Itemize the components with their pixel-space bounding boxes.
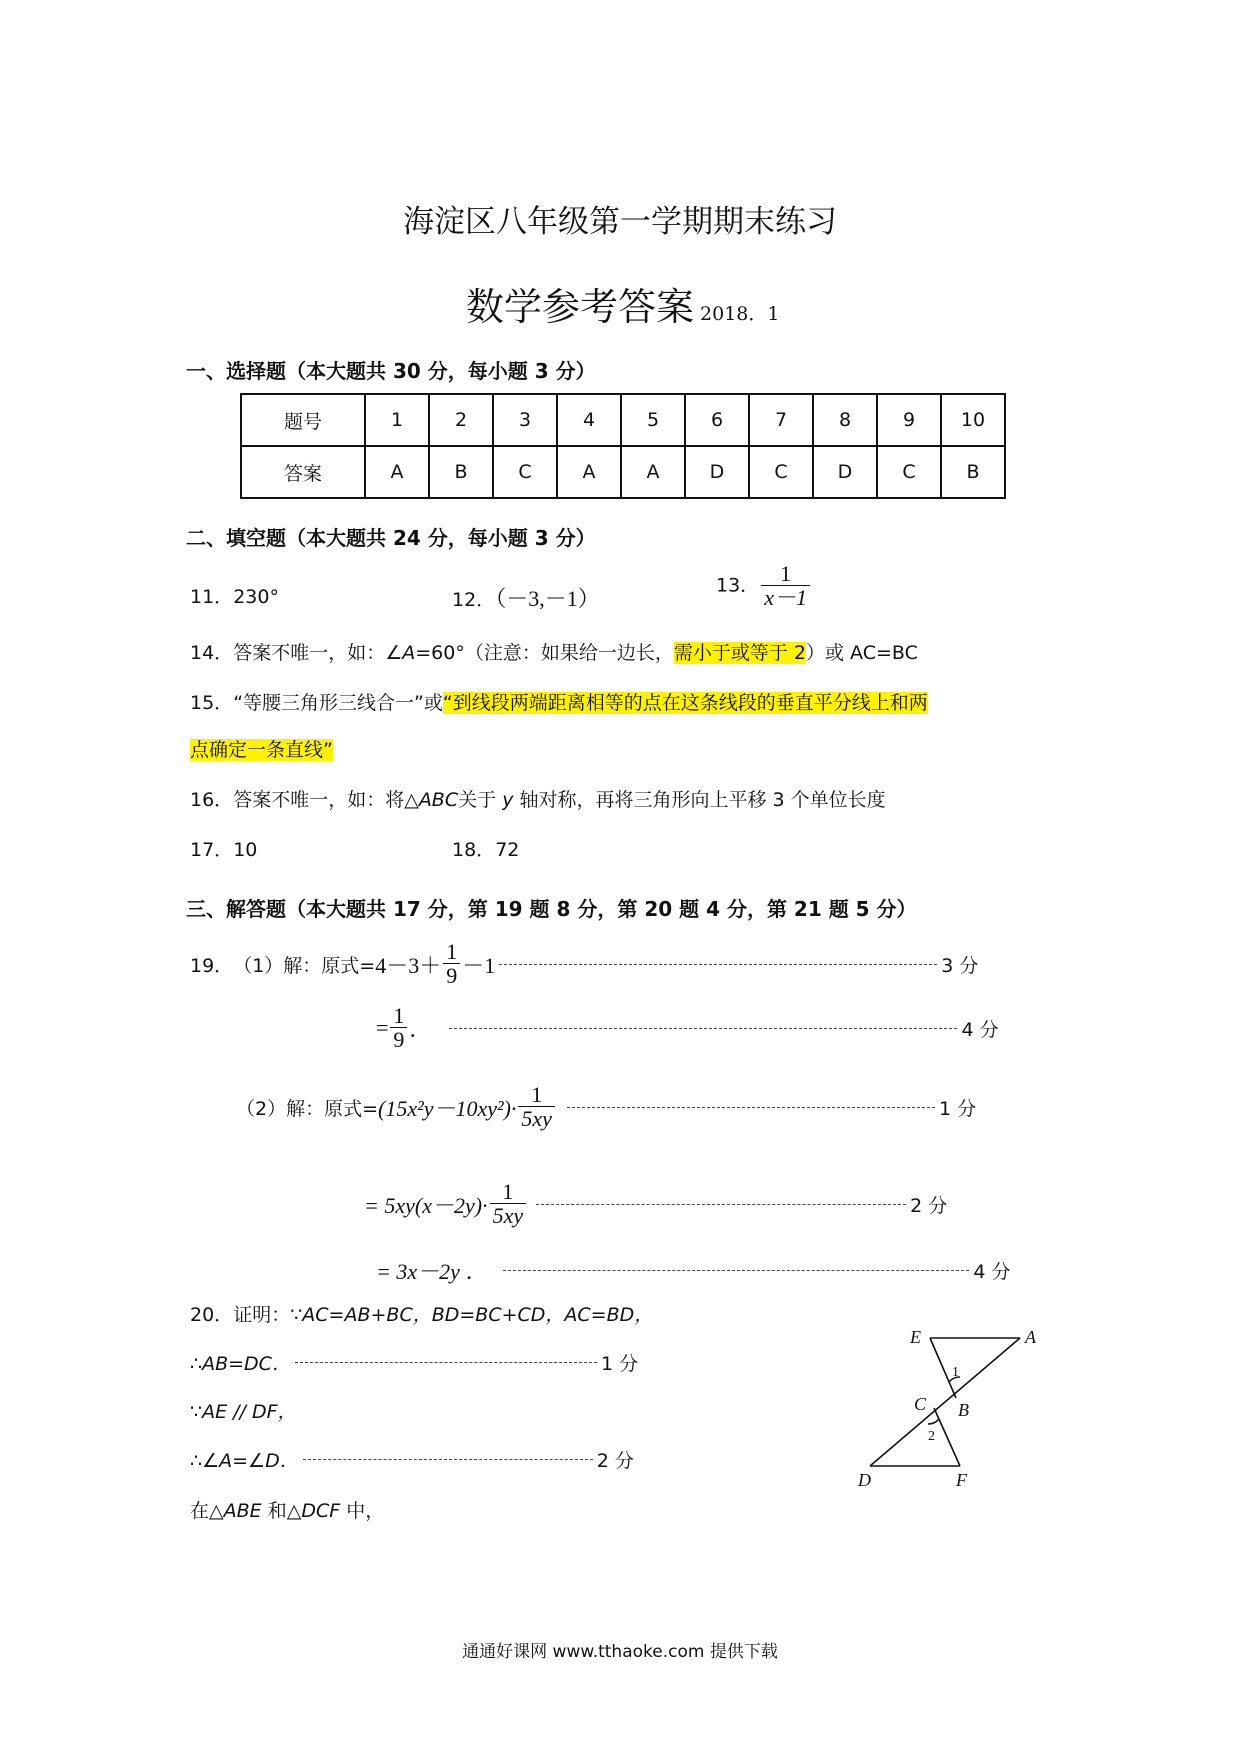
math: －1: [462, 952, 496, 978]
text: =60°（注意：如果给一边长，: [415, 642, 674, 664]
label-d: D: [858, 1470, 871, 1488]
table-cell: C: [749, 446, 813, 498]
segment-ad: [870, 1338, 1020, 1466]
score: 2 分: [910, 1194, 948, 1217]
segment-cf: [934, 1408, 960, 1466]
math: =: [376, 1015, 389, 1040]
answer-q12: [452, 582, 600, 613]
text: ∵AE // DF，: [190, 1401, 297, 1423]
q20-line1: [190, 1300, 653, 1327]
table-cell: D: [685, 446, 749, 498]
numerator: 1: [780, 561, 792, 586]
angle-2-arc: [928, 1419, 939, 1424]
math: = 3x－2y ．: [376, 1258, 488, 1284]
text: （1）解：原式=: [233, 954, 376, 977]
text: （2）解：原式=: [236, 1097, 379, 1120]
row-label-answer: 答案: [241, 446, 365, 498]
score: 1 分: [600, 1353, 639, 1375]
q20-line4: [190, 1446, 634, 1473]
score: 3 分: [941, 954, 979, 977]
triangle-figure: [848, 1318, 1048, 1488]
math: ．: [409, 1016, 432, 1042]
score-leader: [295, 1362, 597, 1363]
score-leader: [536, 1204, 906, 1205]
text: DCF: [301, 1500, 341, 1522]
question-number: 12．: [452, 589, 496, 611]
table-cell: 9: [877, 394, 941, 446]
score-leader: [567, 1107, 935, 1108]
answer-q13: [716, 562, 812, 610]
footer-text: 通通好课网 www.tthaoke.com 提供下载: [462, 1642, 778, 1662]
table-row-answers: [241, 446, 1005, 498]
table-cell: 5: [621, 394, 685, 446]
question-number: 13．: [716, 574, 760, 597]
highlighted-text: 点确定一条直线”: [190, 739, 333, 761]
answer-q14: [190, 638, 918, 665]
math: 4－3＋: [375, 952, 442, 978]
denominator: 5xy: [490, 1203, 527, 1228]
label-angle-2: 2: [928, 1429, 935, 1444]
highlighted-text: “到线段两端距离相等的点在这条线段的垂直平分线上和两: [442, 692, 928, 714]
score-leader: [303, 1459, 593, 1460]
fraction: [490, 1180, 527, 1228]
fraction: [761, 562, 810, 610]
text: ABC: [418, 789, 459, 811]
text: 在△: [190, 1500, 224, 1522]
q20-line5: [190, 1496, 384, 1523]
table-cell: 8: [813, 394, 877, 446]
score: 4 分: [961, 1018, 999, 1041]
q19-part2-step2: [364, 1172, 947, 1236]
answer-value: （－3,－1）: [495, 586, 600, 611]
answer-q15-cont: [190, 735, 333, 762]
numerator: 1: [446, 938, 458, 964]
document-title: 海淀区八年级第一学期期末练习: [403, 204, 837, 240]
section3-heading: 三、解答题（本大题共 17 分，第 19 题 8 分，第 20 题 4 分，第 21 题 5 分）: [186, 897, 917, 921]
score-leader: [449, 1028, 957, 1029]
text: ∴AB=DC．: [190, 1353, 291, 1375]
fraction: [518, 1083, 555, 1131]
question-number: 11．: [190, 586, 234, 608]
denominator: 5xy: [518, 1106, 555, 1131]
answer-value: 72: [495, 839, 520, 861]
table-cell: A: [365, 446, 429, 498]
highlighted-text: 需小于或等于 2: [673, 642, 806, 664]
table-row-numbers: [241, 394, 1005, 446]
label-c: C: [914, 1394, 927, 1414]
question-number: 17．: [190, 839, 234, 861]
table-cell: 4: [557, 394, 621, 446]
answer-q11: [190, 582, 279, 609]
table-cell: 1: [365, 394, 429, 446]
table-cell: C: [877, 446, 941, 498]
denominator: x－1: [761, 585, 810, 610]
table-cell: 2: [429, 394, 493, 446]
score: 4 分: [973, 1260, 1011, 1283]
question-number: 19．: [190, 954, 234, 977]
q19-part2-step3: [376, 1252, 1011, 1288]
math: = 5xy(x－2y)·: [364, 1192, 488, 1218]
table-cell: B: [941, 446, 1005, 498]
answer-q15: [190, 688, 928, 715]
table-cell: 7: [749, 394, 813, 446]
label-angle-1: 1: [952, 1365, 959, 1380]
numerator: 1: [502, 1178, 514, 1204]
text: 中，: [346, 1500, 385, 1522]
answer-key-title: [466, 276, 779, 331]
text: 轴对称，再将三角形向上平移 3 个单位长度: [519, 789, 886, 811]
exam-date: 2018．1: [700, 303, 780, 325]
table-cell: B: [429, 446, 493, 498]
section2-heading: 二、填空题（本大题共 24 分，每小题 3 分）: [186, 526, 596, 550]
fraction: [390, 1004, 407, 1052]
text: “等腰三角形三线合一”或: [233, 692, 443, 714]
table-cell: A: [621, 446, 685, 498]
text: ABE: [223, 1500, 262, 1522]
text: A: [402, 642, 416, 664]
answer-value: 10: [233, 839, 258, 861]
numerator: 1: [393, 1002, 405, 1028]
text: 答案不唯一，如：将△: [233, 789, 419, 811]
table-cell: A: [557, 446, 621, 498]
answer-q17: [190, 835, 257, 862]
question-number: 15．: [190, 692, 234, 714]
answer-value: 230°: [233, 586, 279, 608]
denominator: 9: [443, 963, 460, 988]
math: (15x²y－10xy²)·: [378, 1095, 517, 1121]
question-number: 18．: [452, 839, 496, 861]
q19-part1-step2: [376, 998, 999, 1058]
table-cell: 10: [941, 394, 1005, 446]
subtitle: 数学参考答案: [466, 285, 695, 329]
answer-table: [240, 393, 1006, 499]
q19-part2: [236, 1075, 976, 1139]
text: 答案不唯一，如：∠: [233, 642, 403, 664]
question-number: 14．: [190, 642, 234, 664]
score-leader: [503, 1270, 969, 1271]
label-f: F: [956, 1470, 967, 1488]
text: ∴∠A=∠D．: [190, 1450, 299, 1472]
answer-q18: [452, 835, 519, 862]
text: y: [502, 789, 514, 811]
question-number: 16．: [190, 789, 234, 811]
label-b: B: [958, 1400, 969, 1420]
label-a: A: [1025, 1327, 1036, 1347]
text: 和△: [267, 1500, 302, 1522]
text: 证明：∵: [233, 1304, 303, 1326]
answer-q16: [190, 785, 886, 812]
question-number: 20．: [190, 1304, 234, 1326]
section1-heading: 一、选择题（本大题共 30 分，每小题 3 分）: [186, 359, 596, 383]
text: AC=AB+BC，BD=BC+CD，AC=BD，: [302, 1304, 654, 1326]
text: ）或 AC=BC: [805, 642, 918, 664]
score: 1 分: [938, 1097, 977, 1120]
q19-part1: [190, 934, 978, 994]
score: 2 分: [596, 1450, 634, 1472]
table-cell: D: [813, 446, 877, 498]
fraction: [443, 940, 460, 988]
table-cell: C: [493, 446, 557, 498]
numerator: 1: [531, 1081, 543, 1107]
table-cell: 6: [685, 394, 749, 446]
text: 关于: [458, 789, 497, 811]
q20-line3: [190, 1397, 297, 1424]
label-e: E: [910, 1327, 921, 1347]
table-cell: 3: [493, 394, 557, 446]
score-leader: [499, 964, 937, 965]
denominator: 9: [390, 1027, 407, 1052]
row-label-number: 题号: [241, 394, 365, 446]
q20-line2: [190, 1349, 638, 1376]
